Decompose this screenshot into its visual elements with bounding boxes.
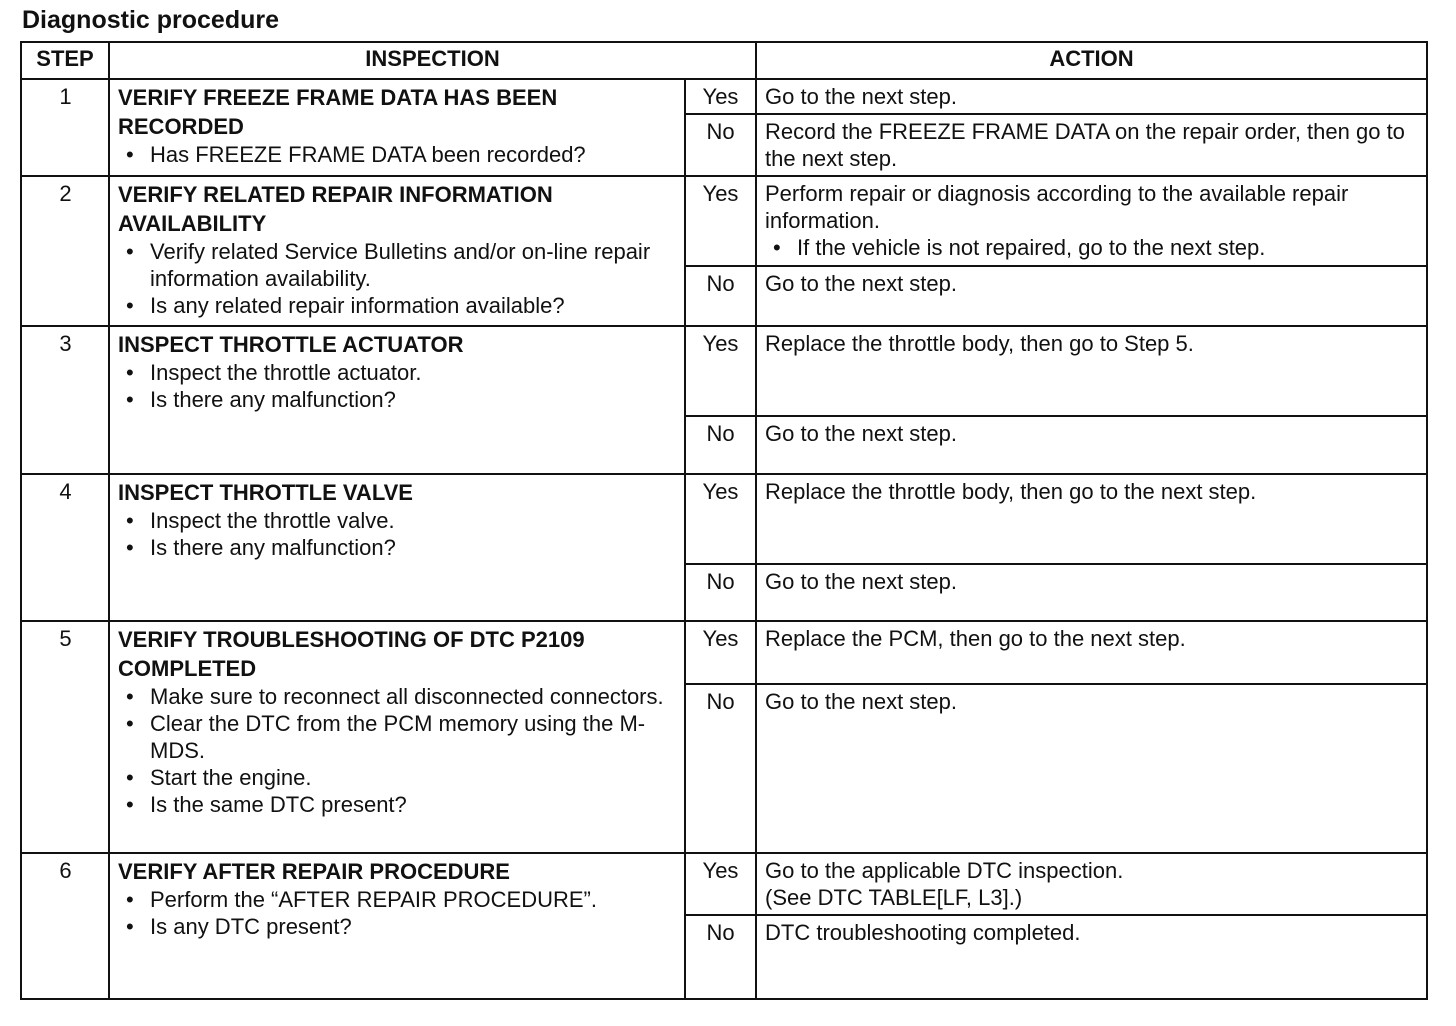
yes-label: Yes [685,176,756,266]
action-yes: Replace the throttle body, then go to Step 5. [756,326,1427,416]
inspection-bullet: • Is there any malfunction? [150,534,677,561]
step-number: 3 [21,326,109,474]
inspection-bullet: • Perform the “AFTER REPAIR PROCEDURE”. [150,886,677,913]
no-label: No [685,684,756,853]
inspection-bullets [118,507,677,561]
inspection-bullet: • Inspect the throttle actuator. [150,359,677,386]
inspection-cell [109,79,685,176]
action-yes-text: Perform repair or diagnosis according to the available repair information. [765,181,1349,233]
step-number: 1 [21,79,109,176]
action-no: Go to the next step. [756,564,1427,621]
step-number: 4 [21,474,109,621]
inspection-bullets [118,886,677,940]
header-inspection: INSPECTION [109,42,756,79]
action-sub-bullets [765,234,1419,261]
inspection-bullet: • Make sure to reconnect all disconnected connectors. [150,683,677,710]
action-yes [756,853,1427,915]
step-number: 2 [21,176,109,326]
no-label: No [685,114,756,176]
action-yes [756,176,1427,266]
action-no: Go to the next step. [756,266,1427,326]
action-no: Record the FREEZE FRAME DATA on the repair order, then go to the next step. [756,114,1427,176]
inspection-bullet: • Clear the DTC from the PCM memory using the M-MDS. [150,710,677,764]
step-number: 6 [21,853,109,999]
yes-label: Yes [685,474,756,564]
action-yes-line2: (See DTC TABLE[LF, L3].) [765,885,1023,910]
inspection-bullet: • Start the engine. [150,764,677,791]
table-row [21,176,1427,266]
inspection-bullet: • Verify related Service Bulletins and/or on-line repair information availability. [150,238,677,292]
yes-label: Yes [685,621,756,684]
action-no: Go to the next step. [756,684,1427,853]
action-yes: Replace the throttle body, then go to the next step. [756,474,1427,564]
inspection-bullets [118,683,677,818]
inspection-bullets [118,141,677,168]
action-sub-bullet: • If the vehicle is not repaired, go to the next step. [797,234,1419,261]
action-yes: Replace the PCM, then go to the next step. [756,621,1427,684]
inspection-title: INSPECT THROTTLE VALVE [118,480,413,505]
step-number: 5 [21,621,109,853]
no-label: No [685,564,756,621]
inspection-bullet: • Is the same DTC present? [150,791,677,818]
action-yes-line1: Go to the applicable DTC inspection. [765,858,1124,883]
action-yes: Go to the next step. [756,79,1427,114]
inspection-bullet: • Inspect the throttle valve. [150,507,677,534]
inspection-cell [109,176,685,326]
table-row [21,79,1427,114]
inspection-bullet: • Is any related repair information available? [150,292,677,319]
inspection-bullets [118,238,677,319]
yes-label: Yes [685,326,756,416]
inspection-title: VERIFY RELATED REPAIR INFORMATION AVAILABILITY [118,182,553,236]
inspection-bullet: • Is there any malfunction? [150,386,677,413]
inspection-title: VERIFY FREEZE FRAME DATA HAS BEEN RECORDED [118,85,558,139]
action-no: DTC troubleshooting completed. [756,915,1427,999]
inspection-bullet: • Is any DTC present? [150,913,677,940]
header-action: ACTION [756,42,1427,79]
inspection-cell [109,621,685,853]
yes-label: Yes [685,79,756,114]
table-row [21,474,1427,564]
table-row [21,326,1427,416]
table-row [21,853,1427,915]
diagnostic-table [20,41,1428,1000]
inspection-title: VERIFY TROUBLESHOOTING OF DTC P2109 COMPLETED [118,627,585,681]
inspection-cell [109,474,685,621]
inspection-title: VERIFY AFTER REPAIR PROCEDURE [118,859,510,884]
table-row [21,621,1427,684]
header-step: STEP [21,42,109,79]
inspection-cell [109,326,685,474]
no-label: No [685,416,756,474]
inspection-bullet: • Has FREEZE FRAME DATA been recorded? [150,141,677,168]
action-no: Go to the next step. [756,416,1427,474]
no-label: No [685,266,756,326]
header-row [21,42,1427,79]
inspection-bullets [118,359,677,413]
inspection-cell [109,853,685,999]
inspection-title: INSPECT THROTTLE ACTUATOR [118,332,464,357]
page-title: Diagnostic procedure [22,6,279,34]
yes-label: Yes [685,853,756,915]
no-label: No [685,915,756,999]
